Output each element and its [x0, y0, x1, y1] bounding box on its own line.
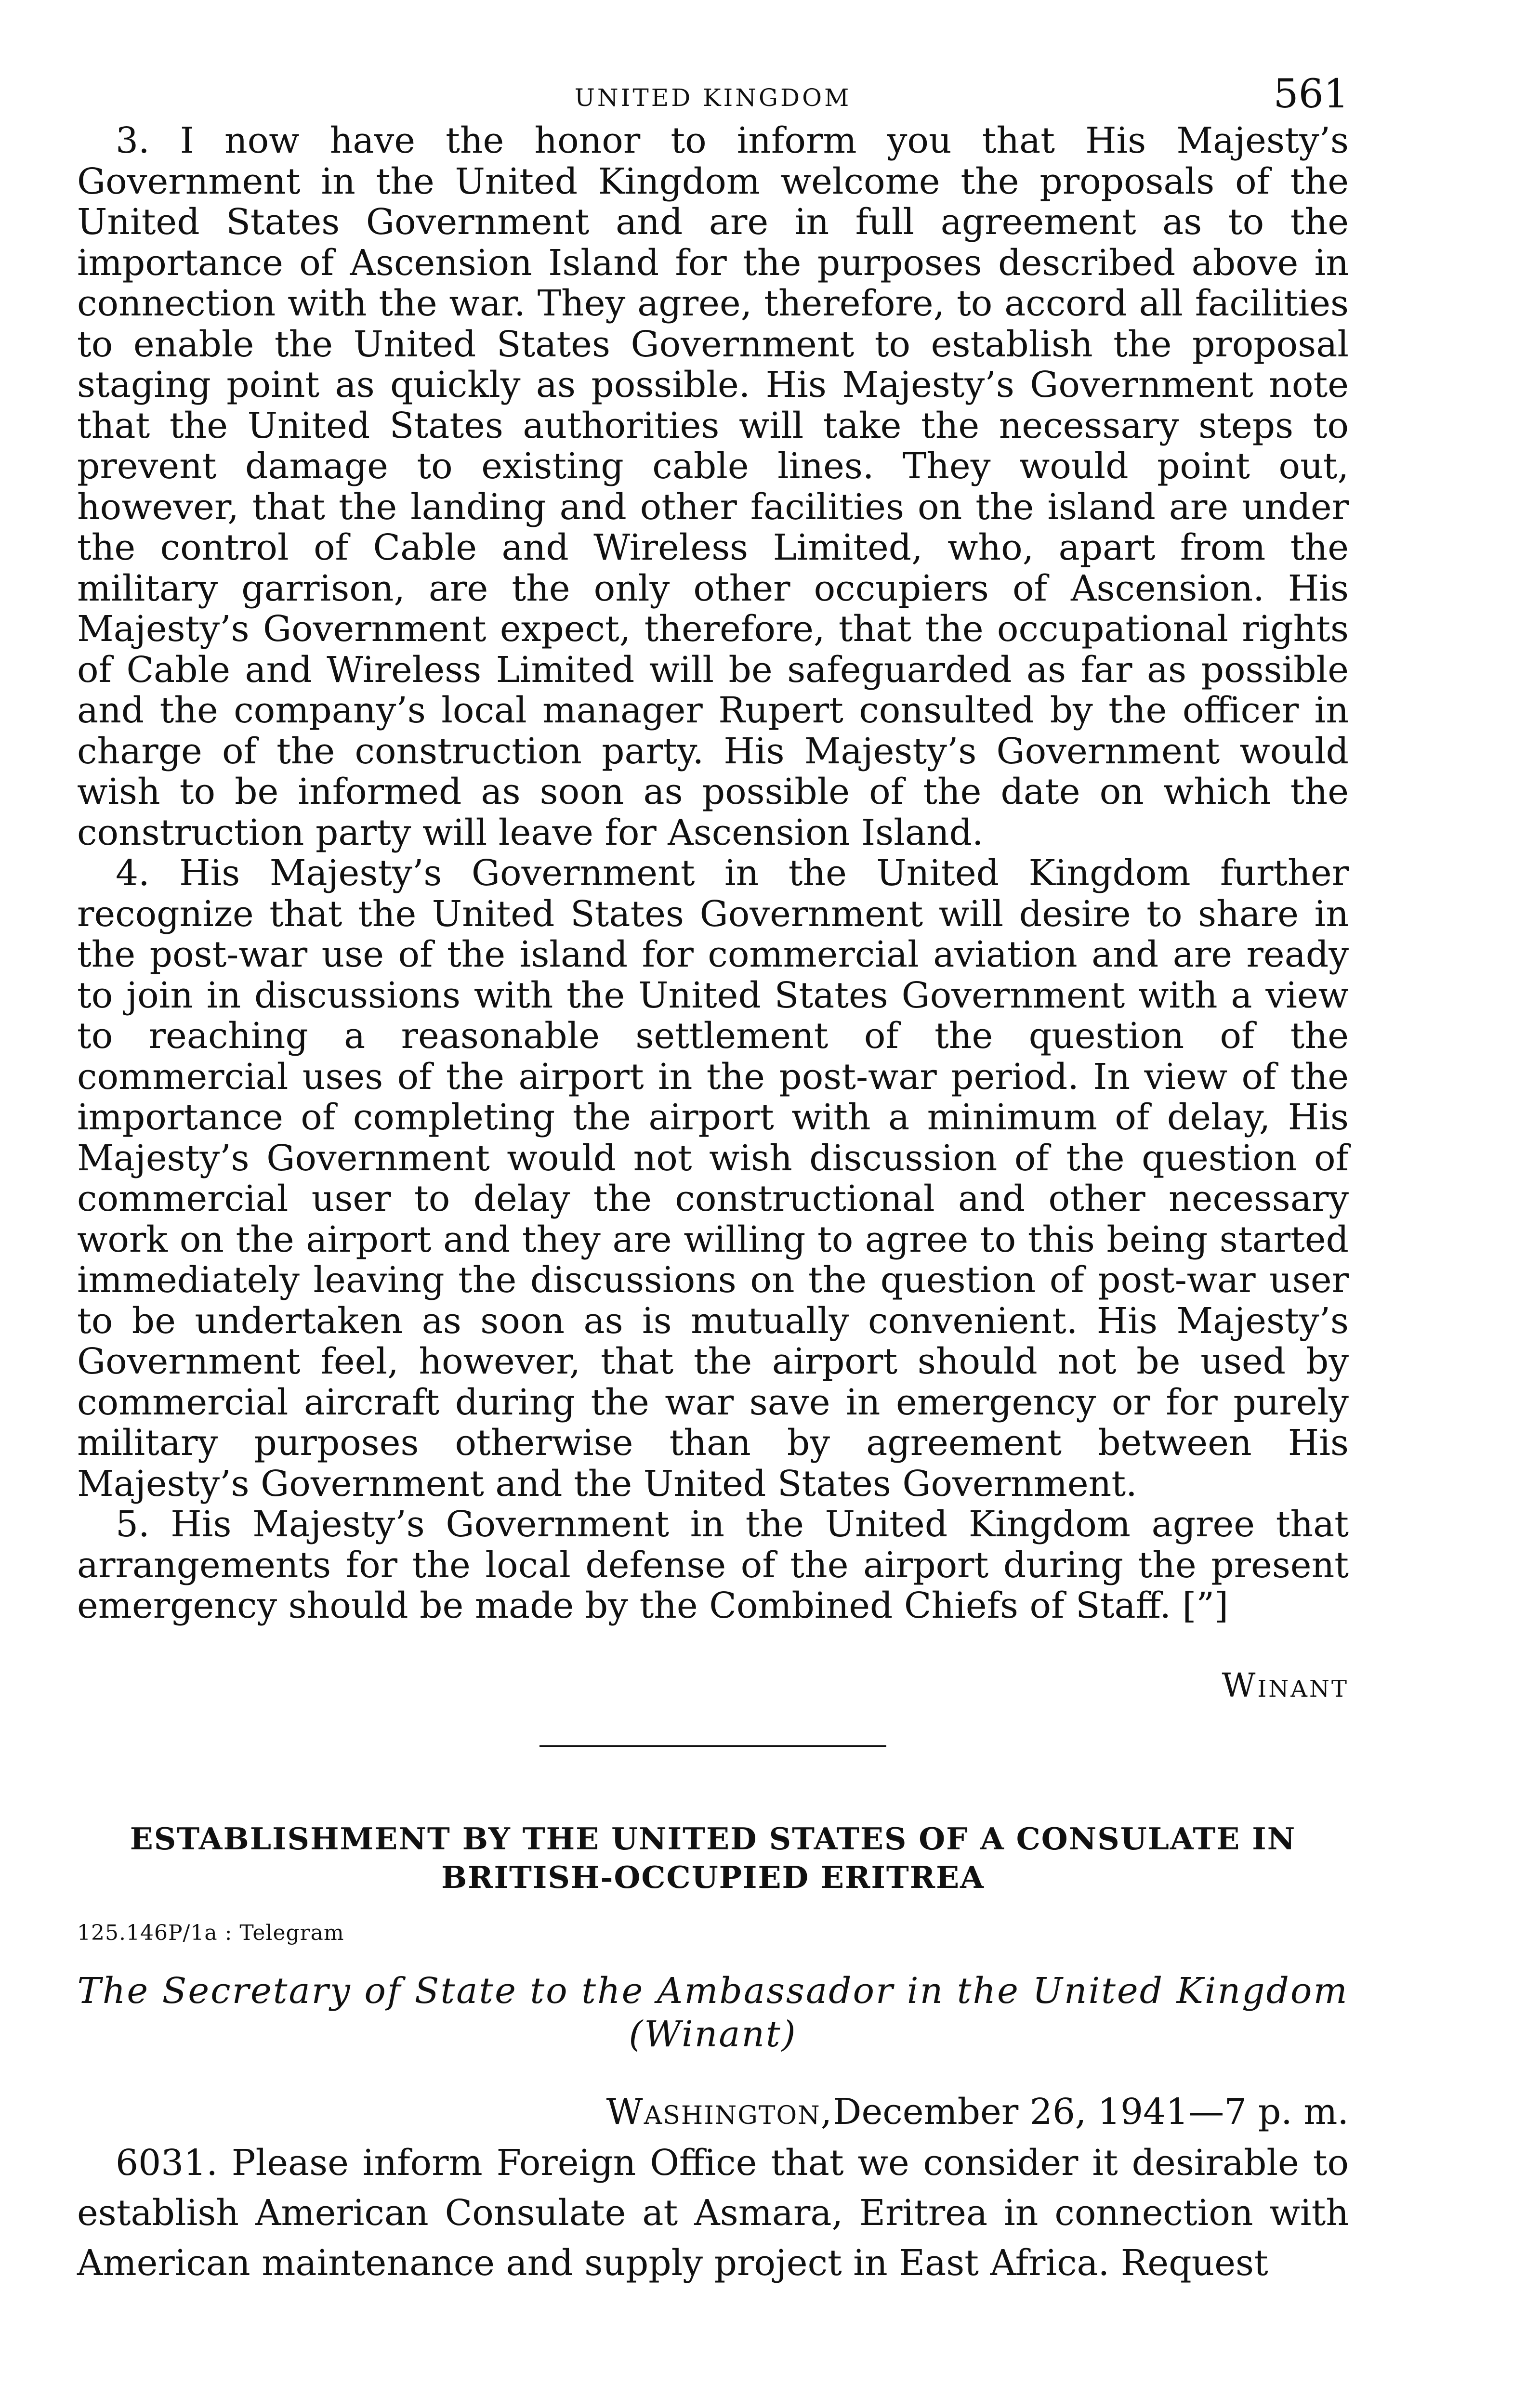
dateline [77, 2092, 1349, 2132]
section-divider [539, 1745, 886, 1747]
page-number: 561 [1273, 71, 1349, 117]
running-title: UNITED KINGDOM [574, 84, 852, 112]
telegram-continuation [77, 120, 1349, 1626]
section-heading-line-1: ESTABLISHMENT BY THE UNITED STATES OF A CONSULATE IN [130, 1820, 1296, 1857]
running-header [77, 67, 1349, 120]
dateline-place: Washington, [606, 2091, 833, 2133]
dateline-date: December 26, 1941—7 p. m. [833, 2091, 1349, 2133]
paragraph-3: 3. I now have the honor to inform you that His Majesty’s Government in the United Kingdom welcome the proposals of the United States Government and are in full agreement as to the importance of Ascension Island for the purposes described above in connection with the war. They agree, therefore, to accord all facilities to enable the United States Government to establish the proposal staging point as quickly as possible. His Majesty’s Government note that the United States authorities will take the necessary steps to prevent damage to existing cable lines. They would point out, however, that the landing and other facilities on the island are under the control of Cable and Wireless Limited, who, apart from the military garrison, are the only other occupiers of Ascension. His Majesty’s Government expect, therefore, that the occupational rights of Cable and Wireless Limited will be safeguarded as far as possible and the company’s local manager Rupert consulted by the officer in charge of the construction party. His Majesty’s Government would wish to be informed as soon as possible of the date on which the construction party will leave for Ascension Island. [77, 120, 1349, 853]
signature: Winant [1222, 1666, 1349, 1705]
telegram-paragraph-6031: 6031. Please inform Foreign Office that we consider it desirable to establish American Consulate at Asmara, Eritrea in connection with American maintenance and supply project in East Africa. Request [77, 2142, 1349, 2284]
paragraph-5: 5. His Majesty’s Government in the United Kingdom agree that arrangements for the local defense of the airport during the present emergency should be made by the Combined Chiefs of Staff. [”] [77, 1504, 1349, 1626]
document-page [77, 67, 1349, 2288]
file-reference: 125.146P/1a : Telegram [77, 1920, 344, 1945]
section-heading [77, 1819, 1349, 1897]
document-title-line-2: (Winant) [629, 2013, 797, 2055]
document-title [77, 1969, 1349, 2056]
section-heading-line-2: BRITISH-OCCUPIED ERITREA [441, 1859, 985, 1895]
telegram-body [77, 2138, 1349, 2288]
paragraph-4: 4. His Majesty’s Government in the United Kingdom further recognize that the United States Government will desire to share in the post-war use of the island for commercial aviation and are ready to join in discussions with the United States Government with a view to reaching a reasonable settlement of the question of the commercial uses of the airport in the post-war period. In view of the importance of completing the airport with a minimum of delay, His Majesty’s Government would not wish discussion of the question of commercial user to delay the constructional and other necessary work on the airport and they are willing to agree to this being started immediately leaving the discussions on the question of post-war user to be undertaken as soon as is mutually convenient. His Majesty’s Government feel, however, that the airport should not be used by commercial aircraft during the war save in emergency or for purely military purposes otherwise than by agreement between His Majesty’s Government and the United States Government. [77, 852, 1349, 1505]
document-title-line-1: The Secretary of State to the Ambassador in the United Kingdom [77, 1970, 1349, 2012]
